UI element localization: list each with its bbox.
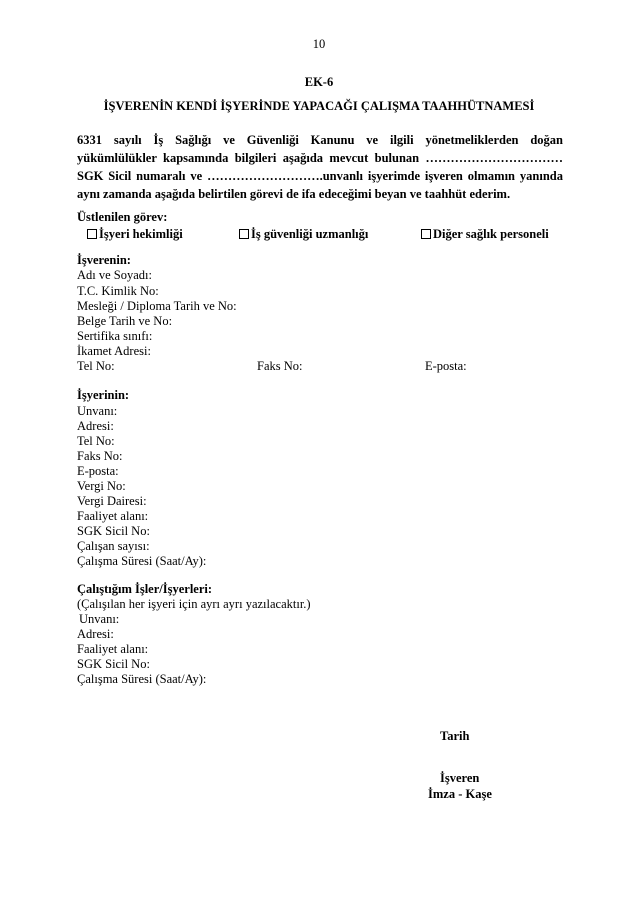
other-workplace-field: Çalışma Süresi (Saat/Ay): <box>77 672 207 686</box>
workplace-field: Çalışma Süresi (Saat/Ay): <box>77 554 207 568</box>
duty-option-label: İş güvenliği uzmanlığı <box>251 227 369 241</box>
workplace-field: Vergi Dairesi: <box>77 494 147 508</box>
employer-tel-label: Tel No: <box>77 359 115 373</box>
employer-profession-label: Mesleği / Diploma Tarih ve No: <box>77 299 237 313</box>
workplace-field: Faaliyet alanı: <box>77 509 149 523</box>
employer-cert-class-label: Sertifika sınıfı: <box>77 329 153 343</box>
annex-label: EK-6 <box>304 75 334 89</box>
intro-line-1: 6331 sayılı İş Sağlığı ve Güvenliği Kanunu ve ilgili yönetmeliklerden doğan <box>77 133 563 147</box>
signature-stamp-label: İmza - Kaşe <box>428 787 492 801</box>
intro-paragraph <box>77 131 563 203</box>
duty-option-doctor[interactable] <box>87 227 183 242</box>
other-workplace-field: Adresi: <box>77 627 114 641</box>
employer-tc-label: T.C. Kimlik No: <box>77 284 159 298</box>
duty-option-safety-expert[interactable] <box>239 227 368 242</box>
checkbox-icon[interactable] <box>87 229 97 239</box>
other-workplaces-note: (Çalışılan her işyeri için ayrı ayrı yazılacaktır.) <box>77 597 311 611</box>
workplace-field: Çalışan sayısı: <box>77 539 150 553</box>
duty-option-other-health[interactable] <box>421 227 549 242</box>
employer-residence-label: İkamet Adresi: <box>77 344 151 358</box>
employer-heading: İşverenin: <box>77 253 131 267</box>
employer-name-label: Adı ve Soyadı: <box>77 268 152 282</box>
other-workplaces-heading: Çalıştığım İşler/İşyerleri: <box>77 582 213 596</box>
employer-email-label: E-posta: <box>425 359 467 373</box>
signature-employer-label: İşveren <box>440 771 480 785</box>
duty-option-label: Diğer sağlık personeli <box>433 227 549 241</box>
workplace-heading: İşyerinin: <box>77 388 130 402</box>
other-workplace-field: Unvanı: <box>79 612 120 626</box>
workplace-field: Adresi: <box>77 419 114 433</box>
workplace-field: Faks No: <box>77 449 123 463</box>
workplace-field: E-posta: <box>77 464 119 478</box>
checkbox-icon[interactable] <box>421 229 431 239</box>
document-title: İŞVERENİN KENDİ İŞYERİNDE YAPACAĞI ÇALIŞMA TAAHHÜTNAMESİ <box>103 99 535 113</box>
employer-fax-label: Faks No: <box>257 359 303 373</box>
workplace-field: Tel No: <box>77 434 115 448</box>
duty-heading: Üstlenilen görev: <box>77 210 168 224</box>
duty-option-label: İşyeri hekimliği <box>99 227 183 241</box>
signature-date-label: Tarih <box>440 729 470 743</box>
page-number: 10 <box>312 37 326 51</box>
intro-line-4: aynı zamanda aşağıda belirtilen görevi de ifa edeceğimi beyan ve taahhüt ederim. <box>77 187 511 201</box>
workplace-field: SGK Sicil No: <box>77 524 150 538</box>
workplace-field: Vergi No: <box>77 479 126 493</box>
intro-line-2: yükümlülükler kapsamında bilgileri aşağıda mevcut bulunan …………………………… <box>77 151 563 165</box>
intro-line-3: SGK Sicil numaralı ve ……………………….unvanlı işyerimde işveren olmamın yanında <box>77 169 563 183</box>
workplace-field: Unvanı: <box>77 404 118 418</box>
checkbox-icon[interactable] <box>239 229 249 239</box>
employer-certificate-label: Belge Tarih ve No: <box>77 314 173 328</box>
other-workplace-field: Faaliyet alanı: <box>77 642 149 656</box>
other-workplace-field: SGK Sicil No: <box>77 657 150 671</box>
